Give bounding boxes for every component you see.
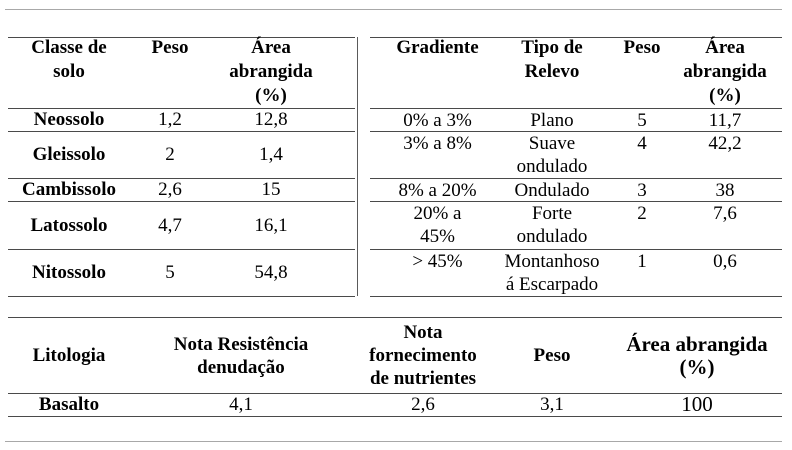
cell-area: 100	[681, 392, 713, 416]
cell-gradiente: 0% a 3%	[403, 110, 472, 131]
cell-peso: 3,1	[540, 394, 564, 415]
cell-tipo-de-relevo: Suave ondulado	[516, 133, 588, 177]
cell-tipo-de-relevo: Montanhoso á Escarpado	[504, 251, 600, 295]
cell-nota-fornecimento: 2,6	[411, 394, 435, 415]
cell-peso: 5	[165, 262, 175, 283]
cell-gradiente: > 45%	[412, 251, 463, 272]
cell-peso: 2	[637, 203, 647, 224]
header-area-abrangida: Área abrangida (%)	[683, 37, 767, 106]
cell-peso: 3	[637, 180, 647, 201]
header-peso: Peso	[623, 37, 661, 58]
table-row	[0, 249, 790, 296]
cell-tipo-de-relevo: Ondulado	[514, 180, 590, 201]
cell-peso: 1,2	[158, 109, 182, 130]
cell-peso: 4,7	[158, 214, 182, 236]
cell-gradiente: 8% a 20%	[398, 180, 477, 201]
cell-peso: 2	[165, 144, 175, 165]
page-bottom-rule	[5, 441, 782, 442]
table-row	[0, 131, 790, 178]
cell-area: 42,2	[708, 133, 742, 154]
cell-area: 0,6	[713, 251, 737, 272]
cell-classe-de-solo: Cambissolo	[22, 179, 116, 200]
header-nota-fornecimento: Nota fornecimento de nutrientes	[369, 322, 477, 389]
table-bottom-border	[8, 296, 355, 297]
header-litologia: Litologia	[32, 345, 106, 366]
cell-area: 16,1	[254, 214, 288, 236]
header-area-abrangida: Área abrangida (%)	[229, 37, 313, 106]
header-tipo-de-relevo: Tipo de Relevo	[521, 37, 583, 82]
cell-classe-de-solo: Gleissolo	[32, 144, 106, 165]
page-top-rule	[5, 9, 782, 10]
header-peso: Peso	[533, 345, 571, 366]
header-peso: Peso	[151, 37, 189, 58]
cell-peso: 5	[637, 110, 647, 131]
cell-nota-resistencia: 4,1	[229, 394, 253, 415]
cell-peso: 1	[637, 251, 647, 272]
cell-tipo-de-relevo: Forte ondulado	[516, 203, 588, 247]
cell-area: 38	[715, 180, 735, 201]
cell-litologia: Basalto	[38, 394, 100, 415]
table-bottom-border	[8, 416, 782, 417]
table-row	[0, 108, 790, 131]
cell-classe-de-solo: Neossolo	[33, 109, 105, 130]
table-row	[0, 178, 790, 201]
cell-gradiente: 3% a 8%	[403, 133, 472, 154]
cell-peso: 4	[637, 133, 647, 154]
header-nota-resistencia: Nota Resistência denudação	[173, 333, 309, 378]
table-bottom-border	[370, 296, 782, 297]
cell-area: 54,8	[254, 262, 288, 283]
table-row	[0, 201, 790, 249]
header-area-abrangida: Área abrangida (%)	[626, 331, 768, 379]
cell-area: 15	[261, 179, 281, 200]
cell-tipo-de-relevo: Plano	[530, 110, 574, 131]
table-header-row	[0, 318, 790, 393]
cell-area: 11,7	[708, 110, 742, 131]
cell-gradiente: 20% a 45%	[413, 203, 462, 247]
cell-area: 7,6	[713, 203, 737, 224]
cell-area: 12,8	[254, 109, 288, 130]
table-row	[0, 393, 790, 416]
cell-area: 1,4	[259, 144, 283, 165]
header-classe-de-solo: Classe de solo	[31, 37, 107, 82]
cell-peso: 2,6	[158, 179, 182, 200]
header-gradiente: Gradiente	[396, 37, 479, 58]
cell-classe-de-solo: Nitossolo	[32, 262, 106, 283]
cell-classe-de-solo: Latossolo	[30, 214, 108, 236]
table-header-row	[0, 36, 790, 108]
